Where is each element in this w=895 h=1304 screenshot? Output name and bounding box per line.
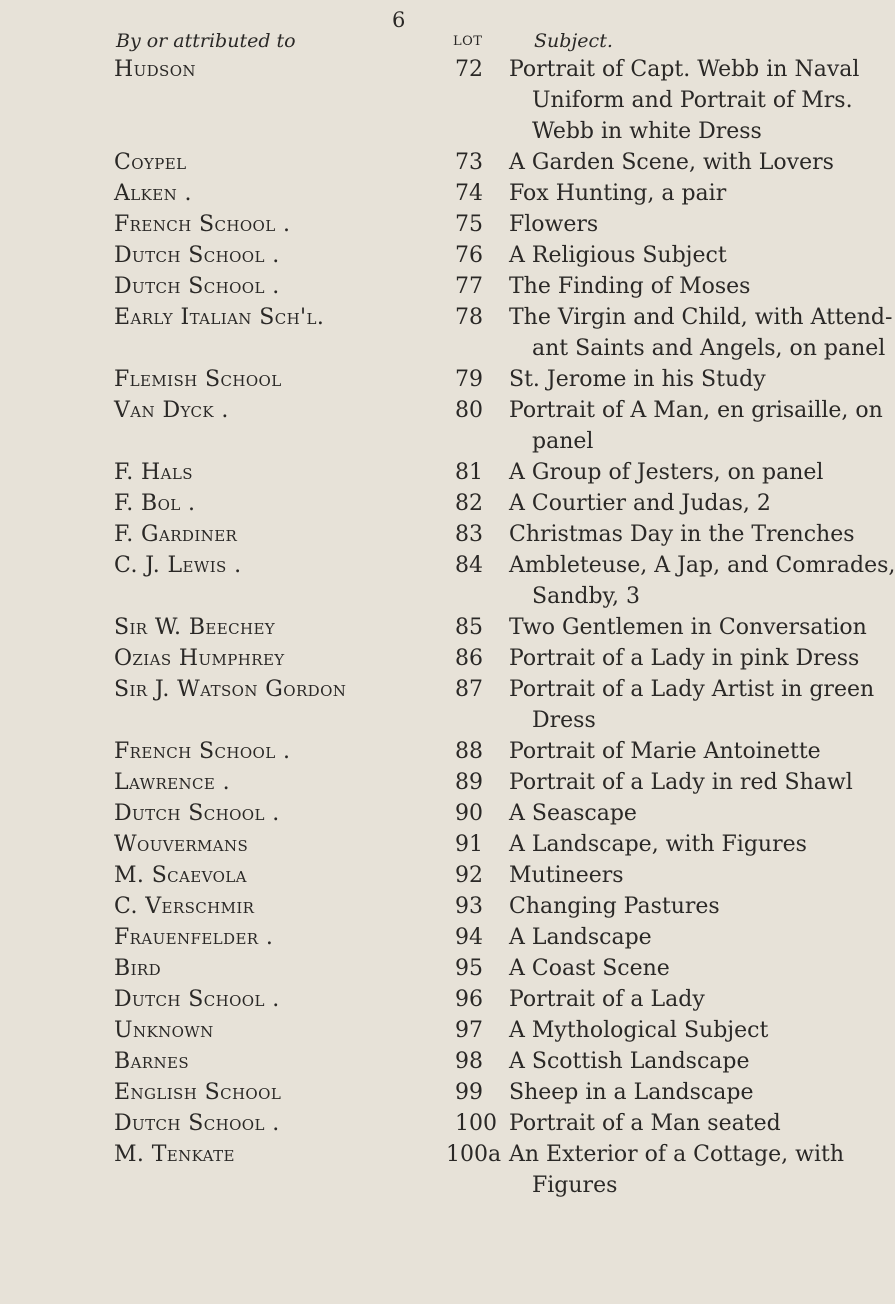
entry-artist: Ozias Humphrey xyxy=(114,646,285,671)
entry-lot: 85 xyxy=(455,615,483,640)
entry-artist: Dutch School . xyxy=(114,243,280,268)
entry-subject xyxy=(509,1108,794,1139)
entry-subject xyxy=(509,302,893,364)
entry-subject-line: A Group of Jesters, on panel xyxy=(509,460,824,485)
entry-subject-line: A Mythological Subject xyxy=(509,1018,769,1043)
entry-subject xyxy=(509,829,807,860)
entry-artist: Coypel xyxy=(114,150,187,175)
entry-lot: 84 xyxy=(455,553,483,578)
entry-subject-line: A Garden Scene, with Lovers xyxy=(509,150,834,175)
catalogue-entry xyxy=(0,271,801,302)
entry-subject xyxy=(509,488,794,519)
entry-subject-line: Christmas Day in the Trenches xyxy=(509,522,855,547)
entry-artist: Dutch School . xyxy=(114,274,280,299)
entry-artist: English School xyxy=(114,1080,282,1105)
entry-artist: F. Hals xyxy=(114,460,193,485)
entry-artist: M. Tenkate xyxy=(114,1142,235,1167)
entry-subject-line: Fox Hunting, a pair xyxy=(509,181,727,206)
catalogue-entry xyxy=(0,1015,801,1046)
entry-subject-line: Portrait of Capt. Webb in Naval xyxy=(509,57,860,82)
entry-subject-line: Uniform and Portrait of Mrs. xyxy=(532,88,853,113)
entry-artist: French School . xyxy=(114,739,291,764)
entry-subject xyxy=(509,147,834,178)
entry-lot: 94 xyxy=(455,925,483,950)
entry-subject-line: Portrait of a Lady in red Shawl xyxy=(509,770,853,795)
entry-subject-line: Webb in white Dress xyxy=(532,119,762,144)
entry-artist: Hudson xyxy=(114,57,196,82)
entry-subject xyxy=(509,612,867,643)
header-lot: LOT xyxy=(453,34,483,49)
entry-lot: 90 xyxy=(455,801,483,826)
catalogue-entry xyxy=(0,1046,801,1077)
entry-lot: 74 xyxy=(455,181,483,206)
entry-subject xyxy=(509,240,794,271)
entry-artist: Dutch School . xyxy=(114,987,280,1012)
entry-subject-line: A Seascape xyxy=(509,801,637,826)
entry-subject xyxy=(509,674,875,736)
entry-lot: 87 xyxy=(455,677,483,702)
entry-lot: 92 xyxy=(455,863,483,888)
catalogue-entry xyxy=(0,488,801,519)
entry-lot: 88 xyxy=(455,739,483,764)
entry-subject xyxy=(509,767,853,798)
catalogue-entry xyxy=(0,674,875,736)
entry-lot: 100 xyxy=(455,1111,497,1136)
entry-artist: Early Italian Sch'l. xyxy=(114,305,325,330)
entry-subject xyxy=(509,798,794,829)
entry-subject xyxy=(509,209,794,240)
entry-subject-line: A Landscape, with Figures xyxy=(509,832,807,857)
entry-subject-line: Two Gentlemen in Conversation xyxy=(509,615,867,640)
entry-subject-line: Changing Pastures xyxy=(509,894,720,919)
entry-artist: Dutch School . xyxy=(114,801,280,826)
catalogue-entry xyxy=(0,891,801,922)
entry-lot: 73 xyxy=(455,150,483,175)
entry-artist: Unknown xyxy=(114,1018,214,1043)
catalogue-entry xyxy=(0,984,801,1015)
entry-subject-line: The Finding of Moses xyxy=(509,274,751,299)
entry-lot: 72 xyxy=(455,57,483,82)
entry-subject-line: Ambleteuse, A Jap, and Comrades, xyxy=(509,553,895,578)
entry-subject-line: Portrait of a Lady Artist in green xyxy=(509,677,875,702)
entry-subject xyxy=(509,736,821,767)
entry-subject-line: Sandby, 3 xyxy=(532,584,641,609)
entry-subject xyxy=(509,550,895,612)
entry-subject-line: Portrait of a Lady xyxy=(509,987,705,1012)
entry-lot: 81 xyxy=(455,460,483,485)
entry-subject xyxy=(509,860,794,891)
entry-artist: C. J. Lewis . xyxy=(114,553,242,578)
catalogue-entry xyxy=(0,364,801,395)
entry-artist: Bird xyxy=(114,956,162,981)
entry-lot: 75 xyxy=(455,212,483,237)
header-artist: By or attributed to xyxy=(116,30,296,52)
entry-lot: 96 xyxy=(455,987,483,1012)
entry-subject-line: A Religious Subject xyxy=(509,243,727,268)
catalogue-entry xyxy=(0,612,867,643)
entry-subject-line: An Exterior of a Cottage, with xyxy=(509,1142,845,1167)
entry-subject xyxy=(509,519,855,550)
entry-subject-line: panel xyxy=(532,429,594,454)
entry-lot: 99 xyxy=(455,1080,483,1105)
entry-subject-line: The Virgin and Child, with Attend- xyxy=(509,305,893,330)
entry-subject-line: A Courtier and Judas, 2 xyxy=(509,491,771,516)
entry-subject-line: ant Saints and Angels, on panel xyxy=(532,336,886,361)
entry-subject xyxy=(509,54,860,147)
entry-artist: F. Bol . xyxy=(114,491,196,516)
catalogue-entry xyxy=(0,860,801,891)
catalogue-entry xyxy=(0,798,801,829)
entry-subject xyxy=(509,891,794,922)
entry-subject-line: A Scottish Landscape xyxy=(509,1049,750,1074)
catalogue-entry xyxy=(0,240,801,271)
entry-lot: 77 xyxy=(455,274,483,299)
entry-lot: 76 xyxy=(455,243,483,268)
entry-lot: 89 xyxy=(455,770,483,795)
catalogue-entry xyxy=(0,178,801,209)
catalogue-entry xyxy=(0,550,895,612)
entry-artist: Wouvermans xyxy=(114,832,249,857)
entry-subject-line: A Coast Scene xyxy=(509,956,670,981)
entry-lot: 80 xyxy=(455,398,483,423)
entry-lot: 86 xyxy=(455,646,483,671)
entry-subject xyxy=(509,457,824,488)
catalogue-entry xyxy=(0,54,860,147)
entry-artist: Frauenfelder . xyxy=(114,925,274,950)
entry-artist: M. Scaevola xyxy=(114,863,247,888)
entry-lot: 95 xyxy=(455,956,483,981)
catalogue-entry xyxy=(0,767,853,798)
entry-subject xyxy=(509,364,794,395)
catalogue-entry xyxy=(0,1139,845,1201)
entry-artist: Dutch School . xyxy=(114,1111,280,1136)
entry-artist: Lawrence . xyxy=(114,770,231,795)
entry-subject xyxy=(509,922,794,953)
entry-subject xyxy=(509,1046,794,1077)
catalogue-entry xyxy=(0,519,855,550)
entry-subject xyxy=(509,1139,845,1201)
entry-subject xyxy=(509,271,794,302)
entry-subject-line: Portrait of Marie Antoinette xyxy=(509,739,821,764)
entry-artist: C. Verschmir xyxy=(114,894,255,919)
entry-subject-line: Portrait of a Man seated xyxy=(509,1111,781,1136)
catalogue-entry xyxy=(0,736,821,767)
entry-subject-line: St. Jerome in his Study xyxy=(509,367,766,392)
catalogue-entry xyxy=(0,209,801,240)
entry-lot: 100a xyxy=(446,1142,502,1167)
entry-lot: 78 xyxy=(455,305,483,330)
entry-subject-line: Figures xyxy=(532,1173,618,1198)
entry-artist: Van Dyck . xyxy=(114,398,229,423)
catalogue-entry xyxy=(0,643,860,674)
entry-subject xyxy=(509,178,794,209)
entry-subject xyxy=(509,1015,794,1046)
catalogue-entry xyxy=(0,302,893,364)
entry-artist: Sir W. Beechey xyxy=(114,615,276,640)
entry-lot: 91 xyxy=(455,832,483,857)
entry-subject-line: Flowers xyxy=(509,212,599,237)
entry-subject-line: Sheep in a Landscape xyxy=(509,1080,754,1105)
catalogue-entry xyxy=(0,953,801,984)
entry-artist: Alken . xyxy=(114,181,192,206)
entry-lot: 82 xyxy=(455,491,483,516)
catalogue-entry xyxy=(0,1077,801,1108)
entry-subject xyxy=(509,953,794,984)
entry-subject xyxy=(509,395,883,457)
entry-artist: F. Gardiner xyxy=(114,522,238,547)
catalogue-entry xyxy=(0,829,807,860)
entry-subject-line: A Landscape xyxy=(509,925,652,950)
entry-lot: 97 xyxy=(455,1018,483,1043)
catalogue-entry xyxy=(0,922,801,953)
entry-lot: 93 xyxy=(455,894,483,919)
header-subject: Subject. xyxy=(534,30,613,52)
catalogue-list xyxy=(0,54,895,1201)
entry-artist: French School . xyxy=(114,212,291,237)
page-number: 6 xyxy=(392,8,406,32)
entry-subject xyxy=(509,1077,794,1108)
entry-lot: 98 xyxy=(455,1049,483,1074)
catalogue-entry xyxy=(0,147,834,178)
entry-artist: Sir J. Watson Gordon xyxy=(114,677,347,702)
entry-artist: Barnes xyxy=(114,1049,190,1074)
entry-subject-line: Portrait of A Man, en grisaille, on xyxy=(509,398,883,423)
entry-subject-line: Dress xyxy=(532,708,596,733)
entry-subject xyxy=(509,643,860,674)
catalogue-entry xyxy=(0,395,883,457)
entry-lot: 83 xyxy=(455,522,483,547)
entry-subject-line: Portrait of a Lady in pink Dress xyxy=(509,646,860,671)
entry-subject-line: Mutineers xyxy=(509,863,624,888)
entry-artist: Flemish School xyxy=(114,367,282,392)
entry-lot: 79 xyxy=(455,367,483,392)
entry-subject xyxy=(509,984,794,1015)
catalogue-entry xyxy=(0,457,824,488)
catalogue-entry xyxy=(0,1108,801,1139)
